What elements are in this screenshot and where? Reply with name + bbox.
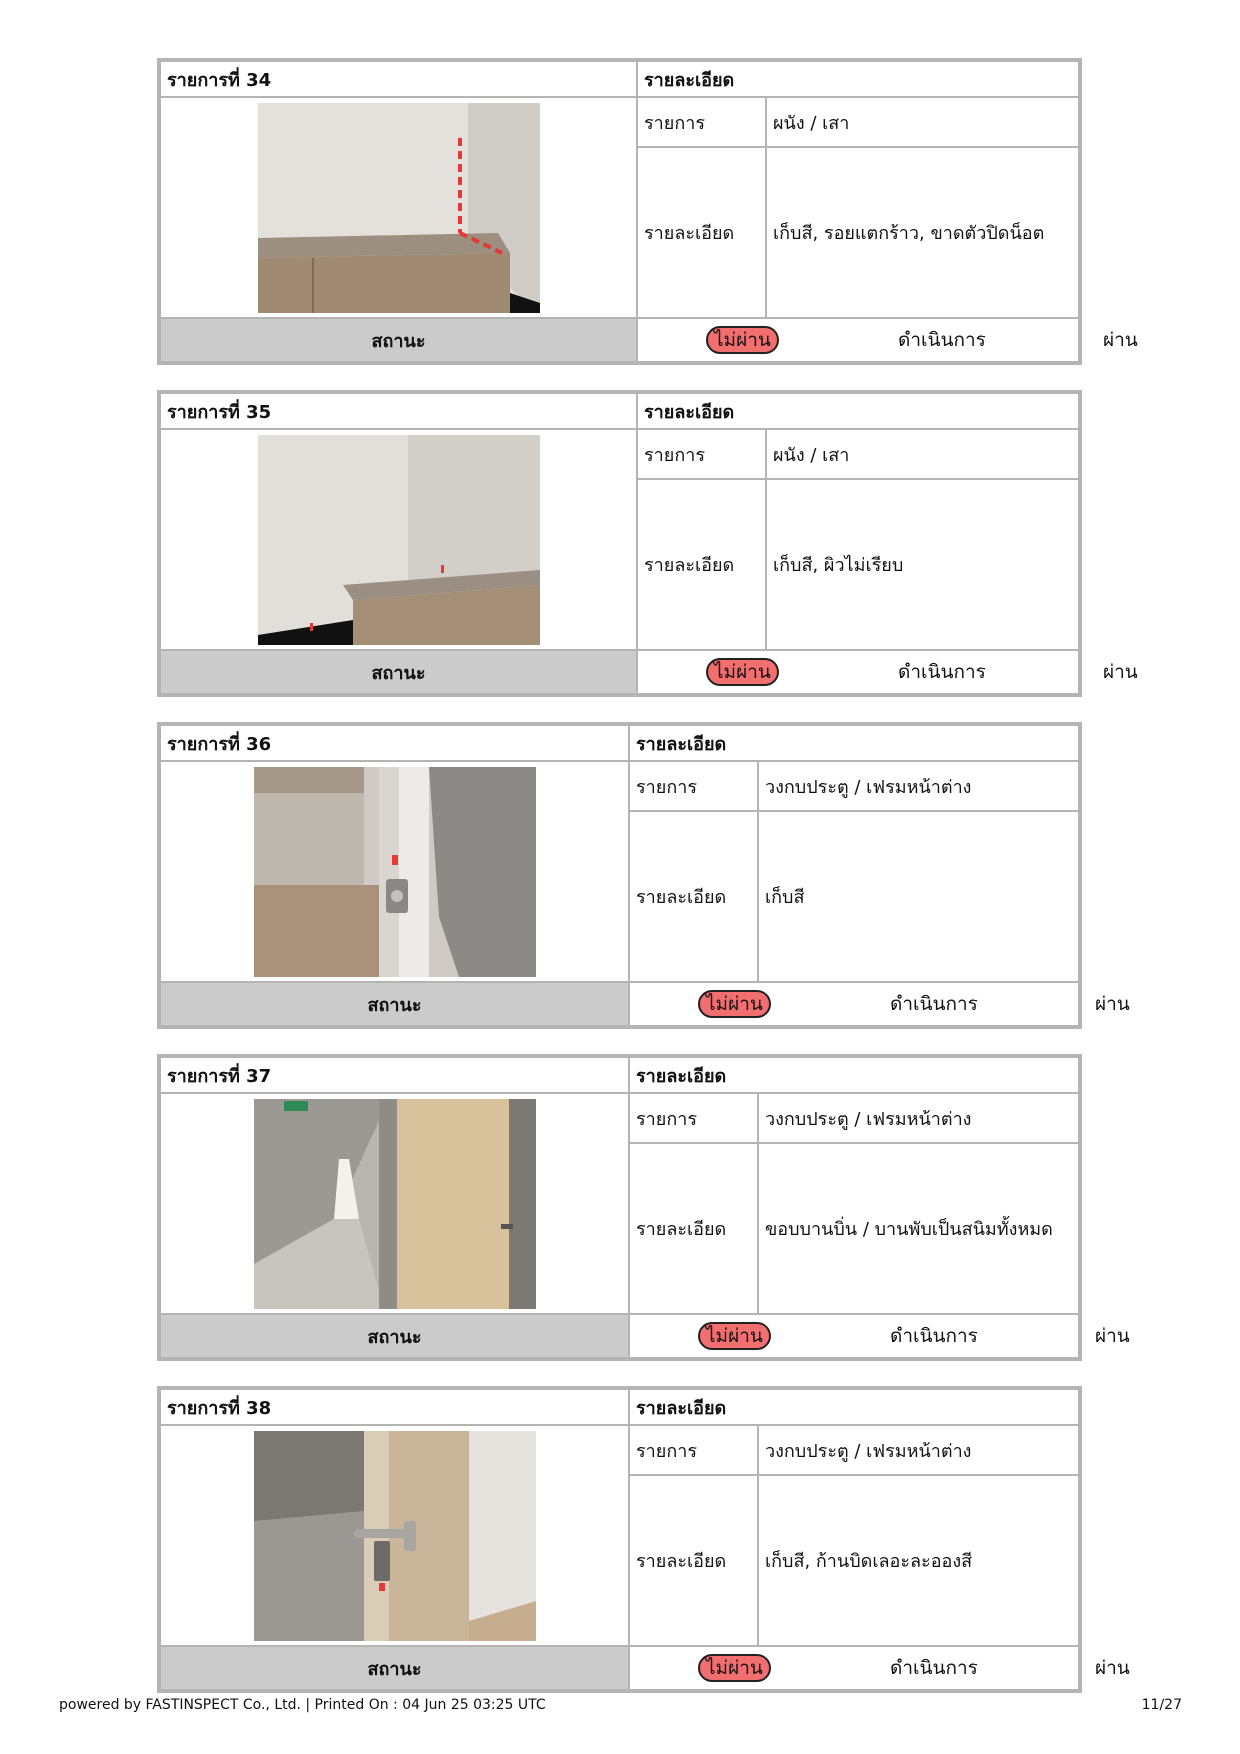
status-fail-badge: ไม่ผ่าน [706,326,779,354]
inspection-photo[interactable] [258,435,540,645]
status-options [637,650,1138,694]
status-label: สถานะ [160,1314,629,1358]
inspection-item [157,390,1138,697]
detail-header: รายละเอียด [629,1389,1079,1425]
status-label: สถานะ [160,1646,629,1690]
detail-value: เก็บสี, รอยแตกร้าว, ขาดตัวปิดน็อต [766,147,1079,318]
detail-value: เก็บสี, ผิวไม่เรียบ [766,479,1079,650]
status-in-progress-option: ดำเนินการ [890,1657,978,1679]
item-label: รายการ [637,97,766,147]
detail-label: รายละเอียด [637,147,766,318]
status-options [629,1314,1130,1358]
status-pass-option: ผ่าน [1103,329,1138,351]
inspection-item [157,722,1130,1029]
inspection-photo[interactable] [258,103,540,313]
item-value: ผนัง / เสา [766,97,1079,147]
status-fail-badge: ไม่ผ่าน [698,990,771,1018]
item-title: รายการที่ 38 [160,1389,629,1425]
item-label: รายการ [629,1093,758,1143]
photo-cell [160,429,637,650]
item-title: รายการที่ 35 [160,393,637,429]
detail-header: รายละเอียด [629,1057,1079,1093]
page-number: 11/27 [1141,1697,1182,1713]
status-fail-badge: ไม่ผ่าน [706,658,779,686]
item-title: รายการที่ 36 [160,725,629,761]
status-options [637,318,1138,362]
status-in-progress-option: ดำเนินการ [898,661,986,683]
status-options [629,982,1130,1026]
detail-label: รายละเอียด [629,1475,758,1646]
detail-label: รายละเอียด [637,479,766,650]
item-label: รายการ [637,429,766,479]
item-label: รายการ [629,1425,758,1475]
detail-label: รายละเอียด [629,1143,758,1314]
item-value: ผนัง / เสา [766,429,1079,479]
photo-cell [160,97,637,318]
photo-cell [160,761,629,982]
status-pass-option: ผ่าน [1095,993,1130,1015]
status-pass-option: ผ่าน [1095,1657,1130,1679]
inspection-photo[interactable] [254,1099,536,1309]
status-in-progress-option: ดำเนินการ [890,993,978,1015]
item-title: รายการที่ 34 [160,61,637,97]
status-pass-option: ผ่าน [1095,1325,1130,1347]
detail-header: รายละเอียด [637,61,1079,97]
status-fail-badge: ไม่ผ่าน [698,1654,771,1682]
status-fail-badge: ไม่ผ่าน [698,1322,771,1350]
status-label: สถานะ [160,982,629,1026]
item-value: วงกบประตู / เฟรมหน้าต่าง [758,1425,1079,1475]
inspection-item [157,1386,1130,1693]
status-options [629,1646,1130,1690]
status-label: สถานะ [160,650,637,694]
status-in-progress-option: ดำเนินการ [898,329,986,351]
item-value: วงกบประตู / เฟรมหน้าต่าง [758,1093,1079,1143]
status-in-progress-option: ดำเนินการ [890,1325,978,1347]
footer-credit: powered by FASTINSPECT Co., Ltd. | Printed On : 04 Jun 25 03:25 UTC [59,1697,546,1713]
item-label: รายการ [629,761,758,811]
inspection-photo[interactable] [254,1431,536,1641]
detail-header: รายละเอียด [637,393,1079,429]
inspection-item [157,58,1138,365]
detail-value: เก็บสี [758,811,1079,982]
status-pass-option: ผ่าน [1103,661,1138,683]
inspection-photo[interactable] [254,767,536,977]
detail-value: เก็บสี, ก้านบิดเลอะละอองสี [758,1475,1079,1646]
detail-label: รายละเอียด [629,811,758,982]
detail-value: ขอบบานบิ่น / บานพับเป็นสนิมทั้งหมด [758,1143,1079,1314]
item-title: รายการที่ 37 [160,1057,629,1093]
photo-cell [160,1093,629,1314]
status-label: สถานะ [160,318,637,362]
photo-cell [160,1425,629,1646]
detail-header: รายละเอียด [629,725,1079,761]
inspection-item [157,1054,1130,1361]
item-value: วงกบประตู / เฟรมหน้าต่าง [758,761,1079,811]
